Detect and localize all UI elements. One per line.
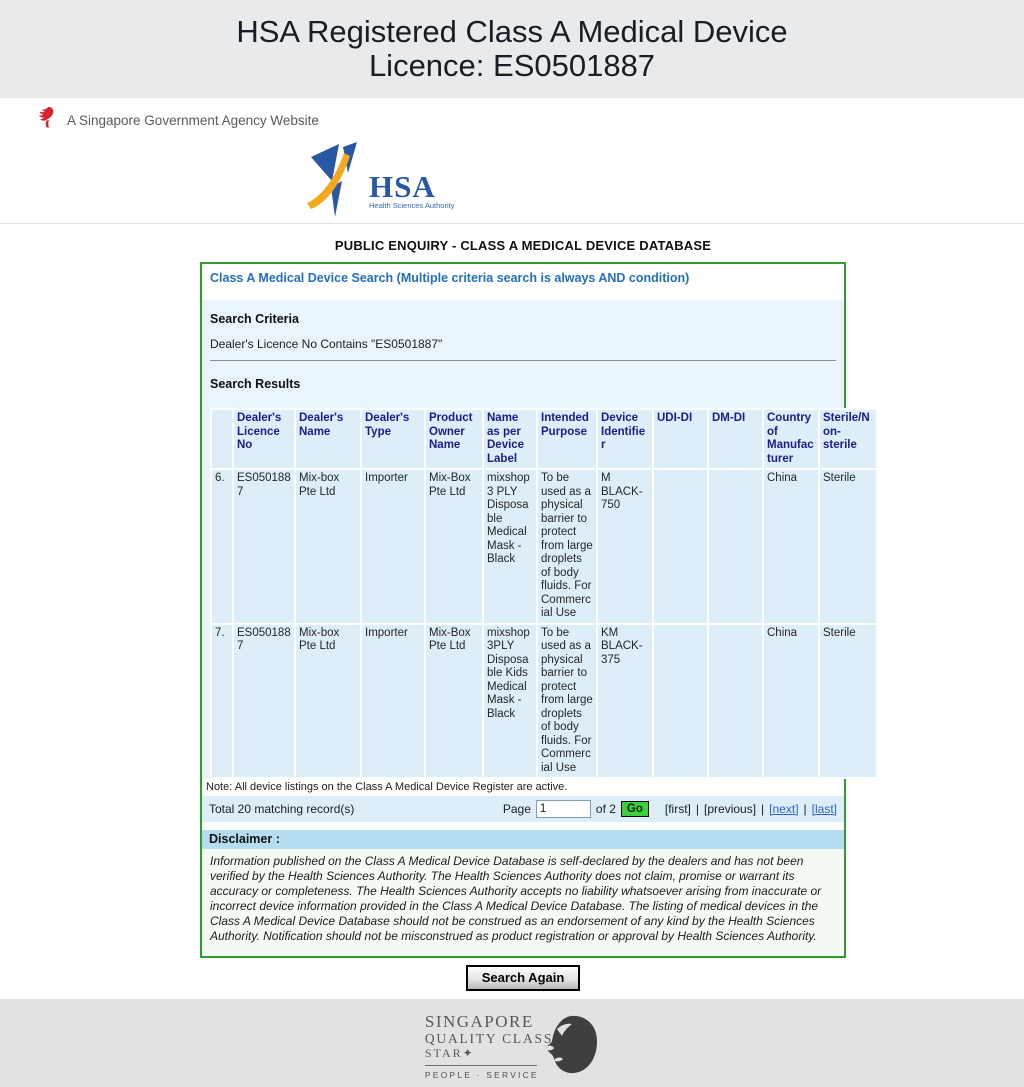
table-cell: Importer — [362, 625, 424, 778]
pagination-separator: | — [803, 802, 807, 816]
footer — [0, 999, 1024, 1087]
column-header: Country of Manufacturer — [764, 410, 818, 468]
table-cell — [654, 470, 707, 623]
results-table — [210, 408, 878, 779]
enquiry-heading: PUBLIC ENQUIRY - CLASS A MEDICAL DEVICE DATABASE — [334, 238, 712, 253]
singapore-lion-icon — [38, 107, 57, 133]
first-page-link[interactable]: [first] — [664, 802, 691, 816]
disclaimer-heading: Disclaimer : — [202, 830, 844, 849]
column-header: Sterile/Non-sterile — [820, 410, 876, 468]
column-header: Name as per Device Label — [484, 410, 536, 468]
table-cell: KM BLACK-375 — [598, 625, 652, 778]
search-box — [200, 262, 870, 958]
table-cell: Sterile — [820, 470, 876, 623]
disclaimer-body: Information published on the Class A Medical Device Database is self-declared by the dealers and has not been verified by the Health Sciences Authority. The Health Sciences Authority does not claim, promise or warrant its accuracy or completeness. The Health Sciences Authority accepts no liability whatsoever arising from inaccurate or incorrect device information provided in the Class A Medical Device Database. The listing of medical devices in the Class A Medical Device Database should not be construed as an endorsement of any kind by the Health Sciences Authority. Notification should not be misconstrued as product registration or approval by Health Sciences Authority. — [202, 849, 844, 956]
gov-banner — [0, 98, 1024, 142]
sqc-line4: PEOPLE · SERVICE — [424, 1070, 539, 1080]
main-content — [0, 224, 1024, 991]
sqc-divider — [425, 1065, 537, 1066]
table-cell: Mix-box Pte Ltd — [296, 470, 360, 623]
hsa-subtitle: Health Sciences Authority — [369, 201, 455, 210]
lion-head-icon — [541, 1015, 599, 1080]
gov-banner-text: A Singapore Government Agency Website — [67, 112, 319, 128]
table-cell — [709, 625, 762, 778]
criteria-section — [202, 300, 870, 779]
table-cell: To be used as a physical barrier to protect from large droplets of body fluids. For Commercial Use — [538, 470, 596, 623]
page-controls — [503, 800, 837, 818]
column-header: Device Identifier — [598, 410, 652, 468]
table-cell: Mix-box Pte Ltd — [296, 625, 360, 778]
previous-page-link[interactable]: [previous] — [704, 802, 757, 816]
table-cell: ES0501887 — [234, 625, 294, 778]
sqc-line2: QUALITY CLASS — [424, 1031, 554, 1046]
go-button[interactable]: Go — [621, 801, 649, 817]
column-header: Dealer's Licence No — [234, 410, 294, 468]
column-header: Product Owner Name — [426, 410, 482, 468]
hsa-logo-icon — [305, 141, 367, 224]
sqc-line3: STAR✦ — [424, 1046, 475, 1060]
hsa-logo — [305, 141, 454, 224]
page-of-text: of 2 — [595, 802, 616, 816]
logo-band — [0, 142, 1024, 224]
criteria-divider — [210, 360, 836, 361]
search-box-title: Class A Medical Device Search (Multiple criteria search is always AND condition) — [210, 271, 690, 285]
next-page-link[interactable]: [next] — [769, 802, 799, 816]
table-cell: China — [764, 470, 818, 623]
table-cell — [709, 470, 762, 623]
table-cell: Importer — [362, 470, 424, 623]
page-number-input[interactable] — [536, 800, 591, 818]
table-cell: 7. — [212, 625, 232, 778]
spacer — [202, 822, 844, 830]
table-cell: Mix-Box Pte Ltd — [426, 625, 482, 778]
page-title-line1: HSA Registered Class A Medical Device — [236, 14, 788, 49]
total-records-text: Total 20 matching record(s) — [209, 802, 355, 816]
search-criteria-text: Dealer's Licence No Contains "ES0501887" — [210, 337, 443, 351]
table-cell: China — [764, 625, 818, 778]
search-again-button[interactable]: Search Again — [466, 965, 581, 991]
column-header: Dealer's Type — [362, 410, 424, 468]
table-cell: mixshop 3 PLY Disposable Medical Mask - Black — [484, 470, 536, 623]
hsa-logo-text — [369, 169, 455, 210]
sqc-line1: SINGAPORE — [424, 1012, 534, 1031]
table-cell: To be used as a physical barrier to protect from large droplets of body fluids. For Commercial Use — [538, 625, 596, 778]
results-note: Note: All device listings on the Class A Medical Device Register are active. — [202, 779, 844, 796]
search-results-heading: Search Results — [210, 377, 301, 391]
singapore-quality-class-logo — [425, 1013, 599, 1087]
table-cell: ES0501887 — [234, 470, 294, 623]
table-cell: Mix-Box Pte Ltd — [426, 470, 482, 623]
hsa-acronym: HSA — [369, 169, 436, 204]
pagination-bar — [202, 796, 844, 822]
column-header: DM-DI — [709, 410, 762, 468]
pagination-separator: | — [695, 802, 700, 816]
last-page-link[interactable]: [last] — [811, 802, 837, 816]
table-row — [212, 625, 876, 778]
table-cell: mixshop 3PLY Disposable Kids Medical Mask - Black — [484, 625, 536, 778]
column-header: Dealer's Name — [296, 410, 360, 468]
column-header — [212, 410, 232, 468]
table-row — [212, 470, 876, 623]
column-header: Intended Purpose — [538, 410, 596, 468]
page-label: Page — [502, 802, 531, 816]
sqc-text-block — [425, 1013, 553, 1080]
table-cell: M BLACK-750 — [598, 470, 652, 623]
column-header: UDI-DI — [654, 410, 707, 468]
table-cell: Sterile — [820, 625, 876, 778]
pagination-separator: | — [761, 802, 765, 816]
table-cell — [654, 625, 707, 778]
table-cell: 6. — [212, 470, 232, 623]
search-criteria-heading: Search Criteria — [210, 312, 299, 326]
page-title — [0, 0, 1024, 98]
page-title-line2: Licence: ES0501887 — [368, 48, 656, 83]
button-row — [200, 958, 846, 991]
